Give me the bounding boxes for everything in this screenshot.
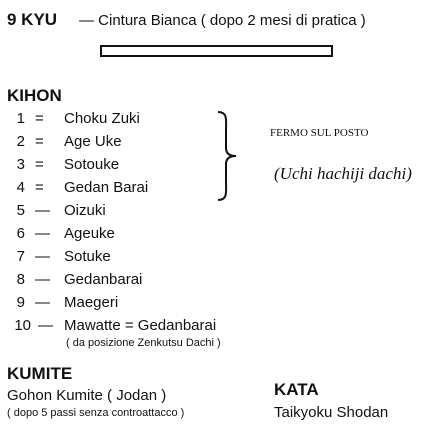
- kihon-item-separator: =: [35, 110, 44, 127]
- kihon-item-number: 5: [16, 202, 25, 219]
- brace-icon: [216, 110, 238, 202]
- kihon-item-separator: —: [35, 271, 50, 288]
- kihon-item-separator: —: [38, 317, 53, 334]
- kihon-item-name: Gedan Barai: [64, 179, 149, 196]
- kihon-item-separator: =: [35, 133, 44, 150]
- kihon-item-separator: —: [35, 294, 50, 311]
- kihon-item-number: 6: [16, 225, 25, 242]
- kihon-item-name: Oizuki: [64, 202, 106, 219]
- kihon-item: [7, 294, 267, 314]
- kihon-item: [7, 271, 267, 291]
- kumite-line-1: Gohon Kumite ( Jodan ): [7, 387, 167, 404]
- kihon-item-number: 4: [16, 179, 25, 196]
- kihon-item-number: 10: [14, 317, 31, 334]
- kihon-item-name: Gedanbarai: [64, 271, 143, 288]
- fermo-sul-posto-label: FERMO SUL POSTO: [270, 127, 369, 139]
- kihon-item-name: Maegeri: [64, 294, 119, 311]
- kihon-item-number: 7: [16, 248, 25, 265]
- kihon-item-separator: —: [35, 202, 50, 219]
- kihon-item-name: Mawatte = Gedanbarai: [64, 317, 217, 334]
- white-belt-bar: [100, 45, 333, 57]
- kihon-item-name: Age Uke: [64, 133, 122, 150]
- kihon-item-name: Ageuke: [64, 225, 115, 242]
- kata-heading: KATA: [274, 380, 319, 399]
- uchi-hachiji-dachi-label: (Uchi hachiji dachi): [274, 164, 412, 183]
- kihon-item: [7, 317, 267, 337]
- kihon-item-number: 3: [16, 156, 25, 173]
- kihon-item-name: Sotuke: [64, 248, 111, 265]
- kihon-note: ( da posizione Zenkutsu Dachi ): [66, 337, 221, 349]
- kihon-item-separator: =: [35, 179, 44, 196]
- kihon-item-number: 1: [16, 110, 25, 127]
- kihon-item-name: Choku Zuki: [64, 110, 140, 127]
- kihon-heading: KIHON: [7, 86, 62, 105]
- kumite-line-2: ( dopo 5 passi senza controattacco ): [7, 407, 185, 419]
- kihon-item-number: 2: [16, 133, 25, 150]
- kata-name: Taikyoku Shodan: [274, 404, 389, 421]
- grade-title: 9 KYU: [7, 10, 58, 29]
- kihon-item: [7, 248, 267, 268]
- kihon-item: [7, 202, 267, 222]
- kihon-item-separator: =: [35, 156, 44, 173]
- kihon-item: [7, 225, 267, 245]
- grade-description: — Cintura Bianca ( dopo 2 mesi di pratica ): [79, 12, 366, 29]
- kihon-item-number: 8: [16, 271, 25, 288]
- kihon-item-name: Sotouke: [64, 156, 120, 173]
- kihon-item-number: 9: [16, 294, 25, 311]
- kumite-heading: KUMITE: [7, 364, 73, 383]
- kihon-item-separator: —: [35, 248, 50, 265]
- kihon-item-separator: —: [35, 225, 50, 242]
